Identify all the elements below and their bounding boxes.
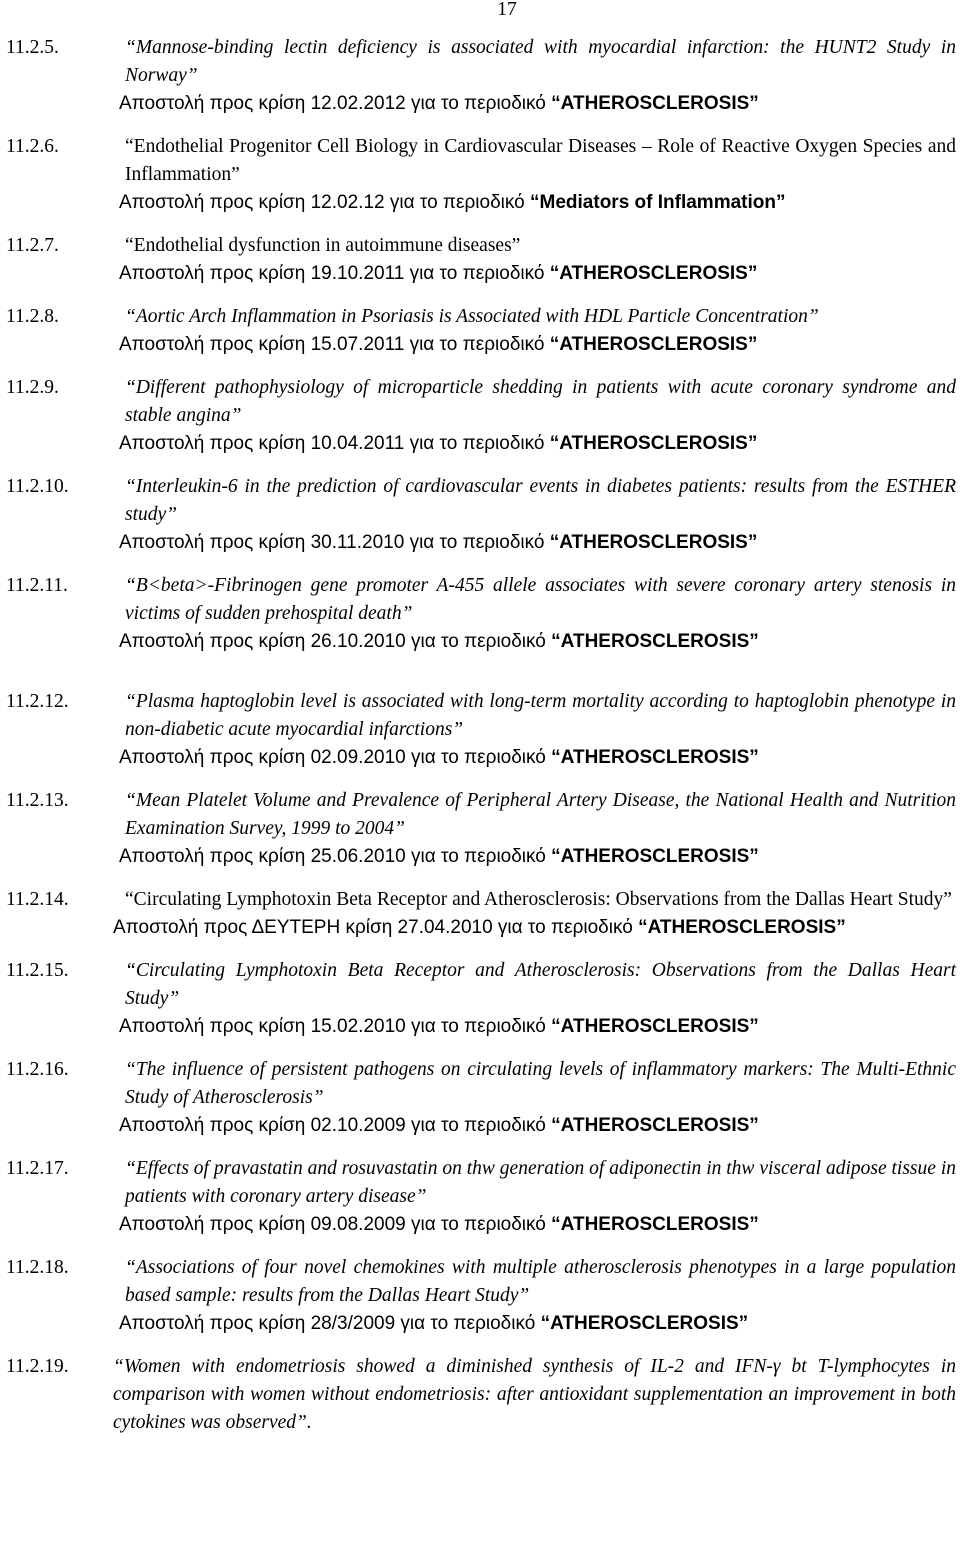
entry-number: 11.2.7. bbox=[6, 235, 59, 256]
submission-text: Αποστολή προς κρίση 28/3/2009 για το περιοδικό bbox=[119, 1313, 536, 1334]
submission-line bbox=[113, 331, 956, 359]
entry-body bbox=[113, 1353, 956, 1437]
list-item bbox=[6, 572, 956, 656]
entry-body bbox=[113, 886, 956, 942]
submission-line bbox=[113, 189, 956, 217]
submission-text: Αποστολή προς κρίση 19.10.2011 για το περιοδικό bbox=[119, 263, 545, 284]
journal-name: “ATHEROSCLEROSIS” bbox=[540, 1313, 749, 1334]
entry-title: “B<beta>-Fibrinogen gene promoter A-455 allele associates with severe coronary artery stenosis in victims of sudden prehospital death” bbox=[125, 575, 956, 624]
submission-text: Αποστολή προς κρίση 10.04.2011 για το περιοδικό bbox=[119, 433, 545, 454]
journal-name: “ATHEROSCLEROSIS” bbox=[551, 93, 759, 114]
journal-name: “ATHEROSCLEROSIS” bbox=[551, 1016, 759, 1037]
entry-body bbox=[113, 1155, 956, 1239]
list-item bbox=[6, 886, 956, 942]
entry-number: 11.2.12. bbox=[6, 691, 69, 712]
entry-title: “Interleukin-6 in the prediction of cardiovascular events in diabetes patients: results from the ESTHER study” bbox=[125, 476, 956, 525]
journal-name: “ATHEROSCLEROSIS” bbox=[638, 917, 846, 938]
entry-body bbox=[113, 957, 956, 1041]
entry-body bbox=[113, 688, 956, 772]
entry-number: 11.2.17. bbox=[6, 1158, 69, 1179]
submission-line bbox=[113, 843, 956, 871]
submission-text: Αποστολή προς κρίση 12.02.2012 για το περιοδικό bbox=[119, 93, 546, 114]
submission-line bbox=[113, 529, 956, 557]
entry-body bbox=[113, 34, 956, 118]
entry-body bbox=[113, 473, 956, 557]
entry-title: “The influence of persistent pathogens on circulating levels of inflammatory markers: The Multi-Ethnic Study of Atherosclerosis” bbox=[125, 1059, 956, 1108]
publication-list bbox=[6, 34, 956, 1452]
list-item bbox=[6, 688, 956, 772]
submission-line bbox=[113, 1013, 956, 1041]
submission-text: Αποστολή προς κρίση 02.10.2009 για το περιοδικό bbox=[119, 1115, 546, 1136]
entry-body bbox=[113, 1056, 956, 1140]
list-item bbox=[6, 787, 956, 871]
entry-title: “Endothelial dysfunction in autoimmune diseases” bbox=[125, 235, 521, 256]
list-item bbox=[6, 303, 956, 359]
entry-number: 11.2.16. bbox=[6, 1059, 69, 1080]
submission-text: Αποστολή προς κρίση 15.07.2011 για το περιοδικό bbox=[119, 334, 545, 355]
list-item bbox=[6, 1056, 956, 1140]
page-number: 17 bbox=[497, 0, 517, 20]
journal-name: “Mediators of Inflammation” bbox=[530, 192, 786, 213]
entry-number: 11.2.18. bbox=[6, 1257, 69, 1278]
entry-body bbox=[113, 374, 956, 458]
submission-line bbox=[113, 914, 956, 942]
entry-body bbox=[113, 572, 956, 656]
submission-text: Αποστολή προς κρίση 25.06.2010 για το περιοδικό bbox=[119, 846, 546, 867]
entry-body bbox=[113, 232, 956, 288]
entry-number: 11.2.9. bbox=[6, 377, 59, 398]
entry-number: 11.2.5. bbox=[6, 37, 59, 58]
entry-number: 11.2.10. bbox=[6, 476, 69, 497]
submission-line bbox=[113, 1211, 956, 1239]
list-item bbox=[6, 957, 956, 1041]
entry-title: “Plasma haptoglobin level is associated with long-term mortality according to haptoglobin phenotype in non-diabetic acute myocardial infarctions” bbox=[125, 691, 956, 740]
journal-name: “ATHEROSCLEROSIS” bbox=[551, 631, 759, 652]
list-item bbox=[6, 473, 956, 557]
entry-title: “Mean Platelet Volume and Prevalence of Peripheral Artery Disease, the National Health and Nutrition Examination Survey, 1999 to 2004” bbox=[125, 790, 956, 839]
entry-title: “Different pathophysiology of microparticle shedding in patients with acute coronary syndrome and stable angina” bbox=[125, 377, 956, 426]
submission-text: Αποστολή προς κρίση 02.09.2010 για το περιοδικό bbox=[119, 747, 546, 768]
submission-line bbox=[113, 744, 956, 772]
entry-number: 11.2.15. bbox=[6, 960, 69, 981]
entry-title: “Women with endometriosis showed a diminished synthesis of IL-2 and IFN-γ bt T-lymphocytes in comparison with women without endometriosis: after antioxidant supplementation an improvement in both cytokines was observed”. bbox=[113, 1356, 956, 1433]
entry-body bbox=[113, 1254, 956, 1338]
submission-text: Αποστολή προς κρίση 30.11.2010 για το περιοδικό bbox=[119, 532, 545, 553]
entry-number: 11.2.19. bbox=[6, 1356, 69, 1377]
entry-title: “Effects of pravastatin and rosuvastatin on thw generation of adiponectin in thw visceral adipose tissue in patients with coronary artery disease” bbox=[125, 1158, 956, 1207]
submission-line bbox=[113, 1112, 956, 1140]
list-item bbox=[6, 1353, 956, 1437]
journal-name: “ATHEROSCLEROSIS” bbox=[551, 747, 759, 768]
journal-name: “ATHEROSCLEROSIS” bbox=[549, 263, 758, 284]
entry-number: 11.2.11. bbox=[6, 575, 68, 596]
entry-title: “Associations of four novel chemokines with multiple atherosclerosis phenotypes in a large population based sample: results from the Dallas Heart Study” bbox=[125, 1257, 956, 1306]
journal-name: “ATHEROSCLEROSIS” bbox=[549, 334, 758, 355]
submission-line bbox=[113, 1310, 956, 1338]
entry-title: “Aortic Arch Inflammation in Psoriasis is Associated with HDL Particle Concentration” bbox=[125, 306, 819, 327]
entry-title: “Mannose-binding lectin deficiency is associated with myocardial infarction: the HUNT2 Study in Norway” bbox=[125, 37, 956, 86]
journal-name: “ATHEROSCLEROSIS” bbox=[551, 846, 759, 867]
list-item bbox=[6, 374, 956, 458]
submission-line bbox=[113, 628, 956, 656]
journal-name: “ATHEROSCLEROSIS” bbox=[551, 1214, 759, 1235]
entry-number: 11.2.13. bbox=[6, 790, 69, 811]
list-item bbox=[6, 34, 956, 118]
entry-body bbox=[113, 133, 956, 217]
entry-title: “Endothelial Progenitor Cell Biology in Cardiovascular Diseases – Role of Reactive Oxygen Species and Inflammation” bbox=[125, 136, 956, 185]
submission-text: Αποστολή προς κρίση 15.02.2010 για το περιοδικό bbox=[119, 1016, 546, 1037]
journal-name: “ATHEROSCLEROSIS” bbox=[549, 433, 758, 454]
entry-number: 11.2.14. bbox=[6, 889, 69, 910]
entry-title: “Circulating Lymphotoxin Beta Receptor and Atherosclerosis: Observations from the Dallas Heart Study” bbox=[125, 889, 952, 910]
entry-body bbox=[113, 303, 956, 359]
submission-line bbox=[113, 90, 956, 118]
entry-title: “Circulating Lymphotoxin Beta Receptor and Atherosclerosis: Observations from the Dallas Heart Study” bbox=[125, 960, 956, 1009]
entry-body bbox=[113, 787, 956, 871]
submission-text: Αποστολή προς κρίση 12.02.12 για το περιοδικό bbox=[119, 192, 525, 213]
list-item bbox=[6, 1155, 956, 1239]
submission-line bbox=[113, 260, 956, 288]
entry-number: 11.2.8. bbox=[6, 306, 59, 327]
journal-name: “ATHEROSCLEROSIS” bbox=[551, 1115, 759, 1136]
submission-text: Αποστολή προς κρίση 26.10.2010 για το περιοδικό bbox=[119, 631, 546, 652]
submission-line bbox=[113, 430, 956, 458]
submission-text: Αποστολή προς κρίση 09.08.2009 για το περιοδικό bbox=[119, 1214, 546, 1235]
submission-text: Αποστολή προς ΔΕΥΤΕΡΗ κρίση 27.04.2010 για το περιοδικό bbox=[113, 917, 633, 938]
journal-name: “ATHEROSCLEROSIS” bbox=[549, 532, 758, 553]
list-item bbox=[6, 1254, 956, 1338]
list-item bbox=[6, 133, 956, 217]
list-item bbox=[6, 232, 956, 288]
entry-number: 11.2.6. bbox=[6, 136, 59, 157]
